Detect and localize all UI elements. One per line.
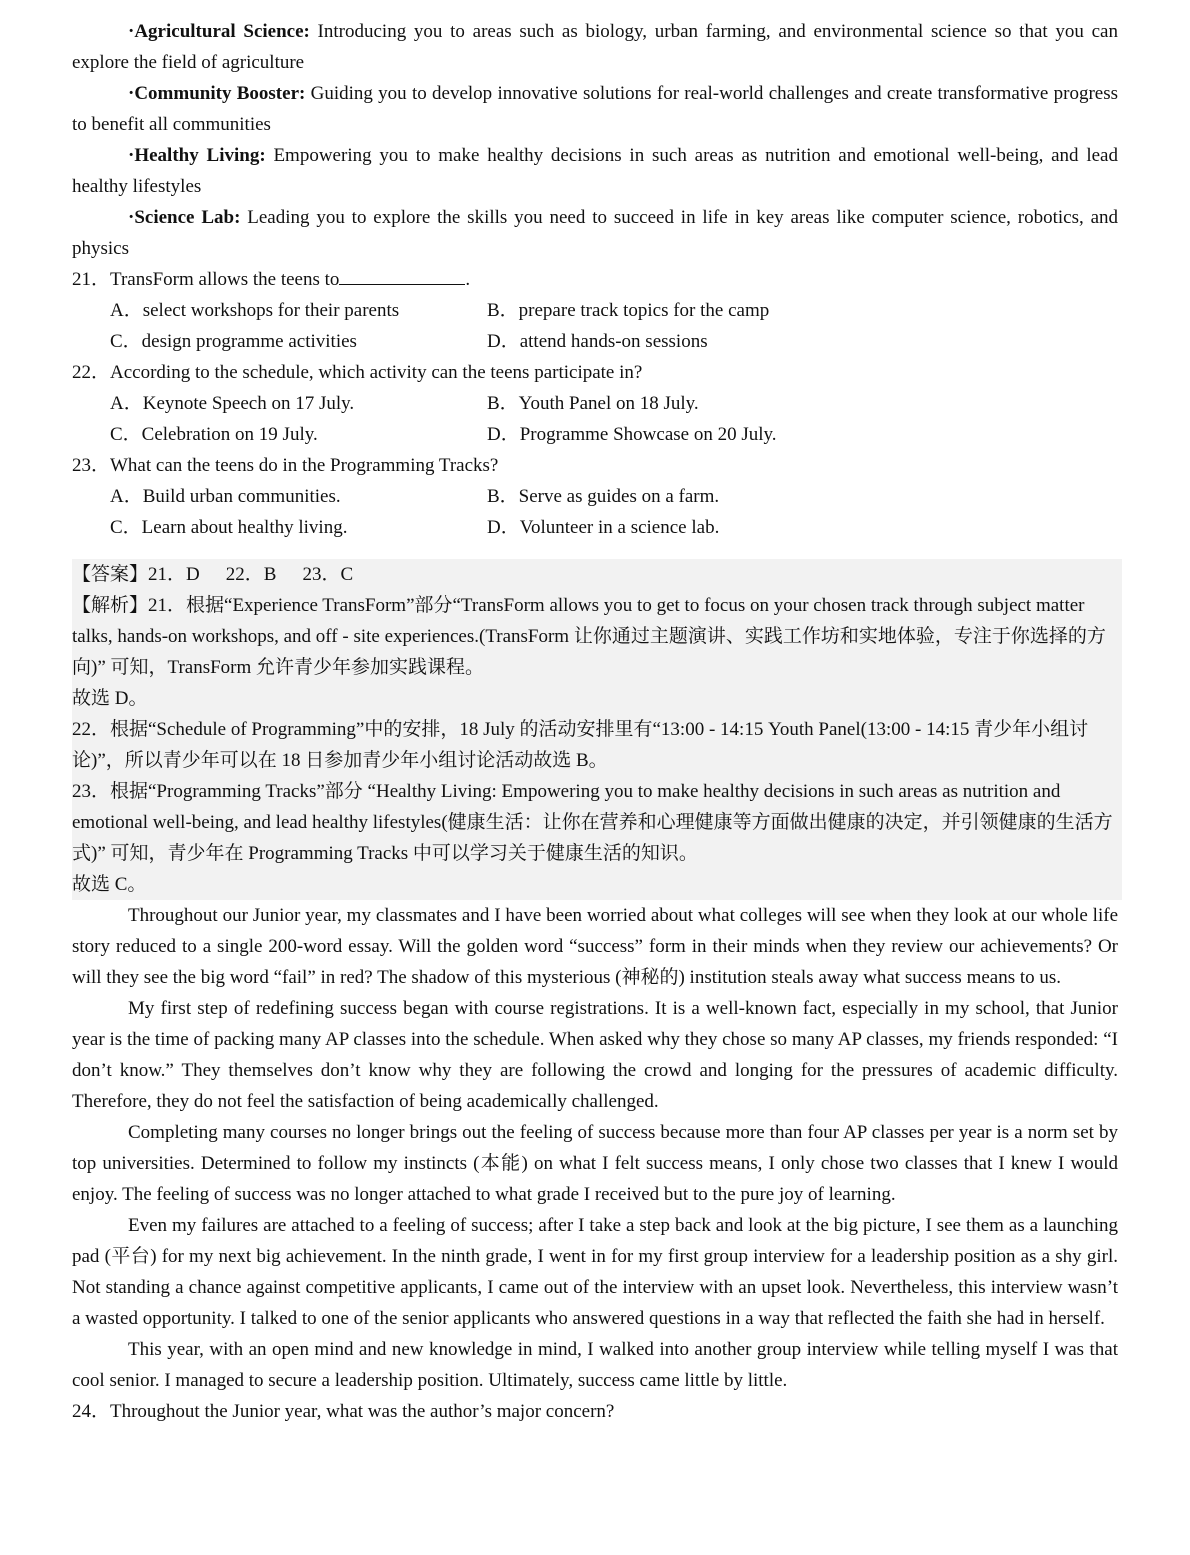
track-science-lab: ·Science Lab: Leading you to explore the skills you need to succeed in life in key areas like computer science, robotics, and physics [72,207,1118,259]
analysis-23: 23．根据“Programming Tracks”部分 “Healthy Living: Empowering you to make healthy decisions in such areas as nutrition and emotional well-being, and lead healthy lifestyles(健康生活：让你在营养和心理健康等方面做出健康的决定，并引领健康的生活方式)” 可知，青少年在 Programming Tracks 中可以学习关于健康生活的知识。 [72,781,1113,864]
option-b: B．Serve as guides on a farm. [487,486,720,507]
analysis-23-conclusion: 故选 C。 [72,874,147,895]
option-d: D．Volunteer in a science lab. [487,517,720,538]
reading-passage [72,900,1118,1396]
question-24: 24．Throughout the Junior year, what was the author’s major concern? [72,1401,615,1422]
passage-paragraph: Throughout our Junior year, my classmates and I have been worried about what colleges will see when they look at our whole life story reduced to a single 200-word essay. Will the golden word “success” form in their minds when they review our achievements? Or will they see the big word “fail” in red? The shadow of this mysterious (神秘的) institution steals away what success means to us. [72,905,1118,988]
option-b: B．prepare track topics for the camp [487,300,770,321]
question-23-options [72,481,1118,543]
passage-paragraph: My first step of redefining success began with course registrations. It is a well-known fact, especially in my school, that Junior year is the time of packing many AP classes into the schedule. When asked why they chose so many AP classes, my friends responded: “I don’t know.” They themselves don’t know why they are following the crowd and longing for the pressures of academic difficulty. Therefore, they do not feel the satisfaction of being academically challenged. [72,998,1118,1112]
question-21-options [72,295,1118,357]
track-agricultural-science: ·Agricultural Science: Introducing you to areas such as biology, urban farming, and environmental science so that you can explore the field of agriculture [72,21,1118,73]
answer-blank [339,264,465,285]
question-23: 23．What can the teens do in the Programming Tracks? [72,455,499,476]
question-22-options [72,388,1118,450]
option-d: D．Programme Showcase on 20 July. [487,424,777,445]
option-a: A．select workshops for their parents [110,300,400,321]
passage-paragraph: Even my failures are attached to a feeling of success; after I take a step back and look at the big picture, I see them as a launching pad (平台) for my next big achievement. In the ninth grade, I went in for my first group interview for a leadership position as a shy girl. Not standing a chance against competitive applicants, I came out of the interview with an upset look. Nevertheless, this interview wasn’t a wasted opportunity. I talked to one of the senior applicants who answered questions in a way that reflected the faith she had in herself. [72,1215,1118,1329]
document-page [72,16,1118,1427]
answer-22: 22．B [225,564,277,585]
analysis-21: 【解析】21．根据“Experience TransForm”部分“TransForm allows you to get to focus on your chosen track through subject matter talks, hands-on workshops, and off - site experiences.(TransForm 让你通过主题演讲、实践工作坊和实地体验，专注于你选择的方向)” 可知，TransForm 允许青少年参加实践课程。 [72,595,1106,678]
analysis-22: 22．根据“Schedule of Programming”中的安排，18 July 的活动安排里有“13:00 - 14:15 Youth Panel(13:00 - 14:15 青少年小组讨论)”，所以青少年可以在 18 日参加青少年小组讨论活动故选 B。 [72,719,1089,771]
question-21: 21．TransForm allows the teens to . [72,264,1118,295]
option-c: C．Learn about healthy living. [110,517,348,538]
passage-paragraph: Completing many courses no longer brings out the feeling of success because more than four AP classes per year is a norm set by top universities. Determined to follow my instincts (本能) on what I felt success means, I only chose two classes that I knew I would enjoy. The feeling of success was no longer attached to what grade I received but to the pure joy of learning. [72,1122,1118,1205]
answer-analysis-box [72,559,1122,900]
track-healthy-living: ·Healthy Living: Empowering you to make healthy decisions in such areas as nutrition and emotional well-being, and lead healthy lifestyles [72,145,1118,197]
answer-line: 【答案】21．D 22．B 23．C [72,564,354,585]
option-b: B．Youth Panel on 18 July. [487,393,699,414]
answer-23: 23．C [302,564,354,585]
passage-paragraph: This year, with an open mind and new knowledge in mind, I walked into another group interview while telling myself I was that cool senior. I managed to secure a leadership position. Ultimately, success came little by little. [72,1339,1118,1391]
analysis-21-conclusion: 故选 D。 [72,688,148,709]
option-c: C．design programme activities [110,331,357,352]
option-a: A．Keynote Speech on 17 July. [110,393,355,414]
track-community-booster: ·Community Booster: Guiding you to develop innovative solutions for real-world challenges and create transformative progress to benefit all communities [72,83,1118,135]
option-c: C．Celebration on 19 July. [110,424,318,445]
question-22: 22．According to the schedule, which activity can the teens participate in? [72,362,643,383]
answer-21: 21．D [148,564,200,585]
option-d: D．attend hands-on sessions [487,331,708,352]
option-a: A．Build urban communities. [110,486,341,507]
